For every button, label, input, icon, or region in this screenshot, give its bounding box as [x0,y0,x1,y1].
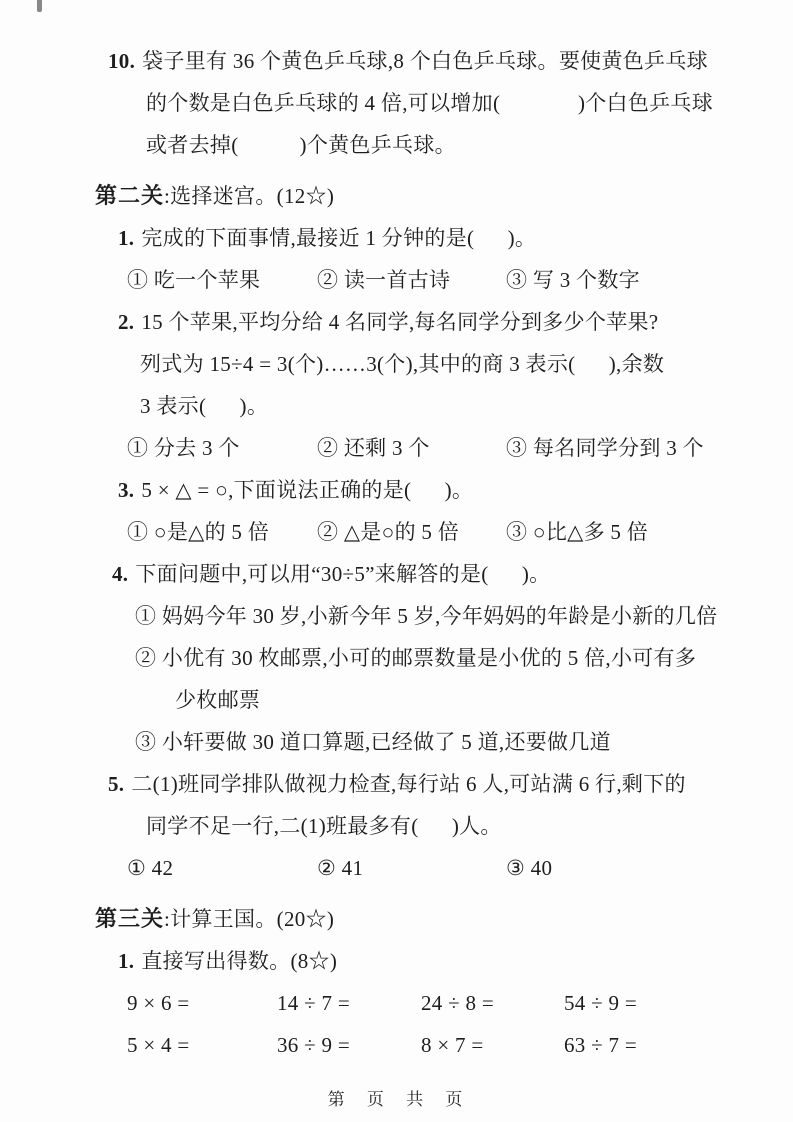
s2-question-4-option-2-line-2: 少枚邮票 [175,688,261,712]
section-2-header [95,175,735,217]
s2-question-2-number: 2. [118,310,135,334]
option-1: ① ○是△的 5 倍 [127,520,270,544]
calculation-row-1 [95,982,735,1024]
calc-expression: 9 × 6 = [127,991,190,1015]
scan-artifact-mark [37,0,42,12]
s2-question-3-options [95,511,735,553]
calc-expression: 14 ÷ 7 = [277,991,351,1015]
s2-question-3-number: 3. [118,478,135,502]
s2-question-2-text: 15 个苹果,平均分给 4 名同学,每名同学分到多少个苹果? [141,310,659,334]
s3-question-1-number: 1. [118,949,135,973]
section-3-subtitle: :计算王国。(20☆) [164,907,335,931]
option-2: ② 还剩 3 个 [317,436,430,460]
s2-question-4-number: 4. [112,562,129,586]
s2-question-4-option-1: ① 妈妈今年 30 岁,小新今年 5 岁,今年妈妈的年龄是小新的几倍 [135,604,718,628]
s2-question-1-options [95,259,735,301]
option-1: ① 42 [127,856,174,880]
s2-question-5 [95,763,735,805]
s2-question-1 [95,217,735,259]
calculation-row-2 [95,1024,735,1066]
option-3: ③ 每名同学分到 3 个 [506,436,704,460]
option-2: ② 读一首古诗 [317,268,451,292]
question-10-text: 袋子里有 36 个黄色乒乓球,8 个白色乒乓球。要使黄色乒乓球 [142,49,708,73]
s2-question-4-text: 下面问题中,可以用“30÷5”来解答的是( )。 [135,562,551,586]
s2-question-1-number: 1. [118,226,135,250]
s2-question-2 [95,301,735,343]
calc-expression: 54 ÷ 9 = [564,991,638,1015]
calc-expression: 8 × 7 = [421,1033,484,1057]
worksheet-content [95,40,735,1066]
option-2: ② 41 [317,856,364,880]
question-10-line-2: 的个数是白色乒乓球的 4 倍,可以增加( )个白色乒乓球 [146,91,714,115]
section-3-title: 第三关 [95,906,165,931]
s2-question-4-option-2-line-1: ② 小优有 30 枚邮票,小可的邮票数量是小优的 5 倍,小可有多 [135,646,697,670]
section-3-header [95,898,735,940]
s2-question-2-line-3: 3 表示( )。 [140,394,269,418]
s3-question-1 [95,940,735,982]
s2-question-2-options [95,427,735,469]
option-3: ③ 写 3 个数字 [506,268,640,292]
question-10-line-1 [95,40,735,82]
calc-expression: 5 × 4 = [127,1033,190,1057]
option-1: ① 吃一个苹果 [127,268,261,292]
section-2-title: 第二关 [95,183,165,208]
s2-question-3 [95,469,735,511]
option-3: ③ 40 [506,856,553,880]
option-1: ① 分去 3 个 [127,436,240,460]
s2-question-5-line-2: 同学不足一行,二(1)班最多有( )人。 [146,814,502,838]
s2-question-2-line-2: 列式为 15÷4 = 3(个)……3(个),其中的商 3 表示( ),余数 [140,352,665,376]
s3-question-1-text: 直接写出得数。(8☆) [141,949,338,973]
question-10-line-3: 或者去掉( )个黄色乒乓球。 [146,133,456,157]
s2-question-1-text: 完成的下面事情,最接近 1 分钟的是( )。 [141,226,537,250]
s2-question-5-options [95,847,735,889]
s2-question-4-option-3: ③ 小轩要做 30 道口算题,已经做了 5 道,还要做几道 [135,730,611,754]
s2-question-5-number: 5. [108,772,125,796]
option-3: ③ ○比△多 5 倍 [506,520,649,544]
calc-expression: 36 ÷ 9 = [277,1033,351,1057]
section-2-subtitle: :选择迷宫。(12☆) [164,184,335,208]
option-2: ② △是○的 5 倍 [317,520,460,544]
calc-expression: 24 ÷ 8 = [421,991,495,1015]
s2-question-5-text: 二(1)班同学排队做视力检查,每行站 6 人,可站满 6 行,剩下的 [131,772,686,796]
question-10-number: 10. [108,49,136,73]
s2-question-3-text: 5 × △ = ○,下面说法正确的是( )。 [141,478,474,502]
page-footer: 第 页 共 页 [327,1090,466,1109]
calc-expression: 63 ÷ 7 = [564,1033,638,1057]
s2-question-4 [95,553,735,595]
